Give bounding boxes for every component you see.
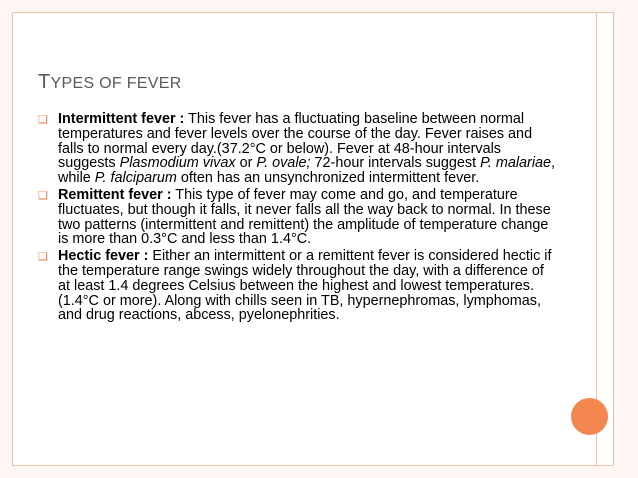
- bullet-hectic-fever: ❑ Hectic fever : Either an intermittent or a remittent fever is considered hectic if the temperature range swings widely throughout the day, with a difference of at least 1.4 degrees Celsius between the highest and lowest temperatures. (1.4°C or more). Along with chills seen in TB, hypernephromas, lymphomas, and drug reactions, abcess, pyelonephrities.: [38, 248, 552, 324]
- square-bullet-icon: ❑: [38, 114, 48, 126]
- square-bullet-icon: ❑: [38, 251, 48, 264]
- term-label: Intermittent fever :: [58, 111, 185, 127]
- slide-title: TYPES OF FEVER: [38, 71, 182, 93]
- decorative-dot: [571, 398, 608, 435]
- slide-border-line: [596, 12, 597, 466]
- square-bullet-icon: ❑: [38, 189, 48, 202]
- bullet-remittent-fever: ❑ Remittent fever : This type of fever may come and go, and temperature fluctuates, but though it falls, it never falls all the way back to normal. In these two patterns (intermittent and remittent) the amplitude of temperature change is more than 0.3°C and less than 1.4°C.: [38, 186, 551, 248]
- term-label: Remittent fever :: [58, 186, 172, 203]
- bullet-intermittent-fever: ❑ Intermittent fever : This fever has a fluctuating baseline between normal temperatures and fever levels over the course of the day. Fever raises and falls to normal every day.(37.2°C or below). Fever at 48-hour intervals suggests Plasmodium vivax or P. ovale; 72-hour intervals suggest P. malariae, while P. falciparum often has an unsynchronized intermittent fever.: [38, 111, 556, 187]
- bullet-list: [38, 112, 558, 325]
- term-label: Hectic fever :: [58, 248, 149, 265]
